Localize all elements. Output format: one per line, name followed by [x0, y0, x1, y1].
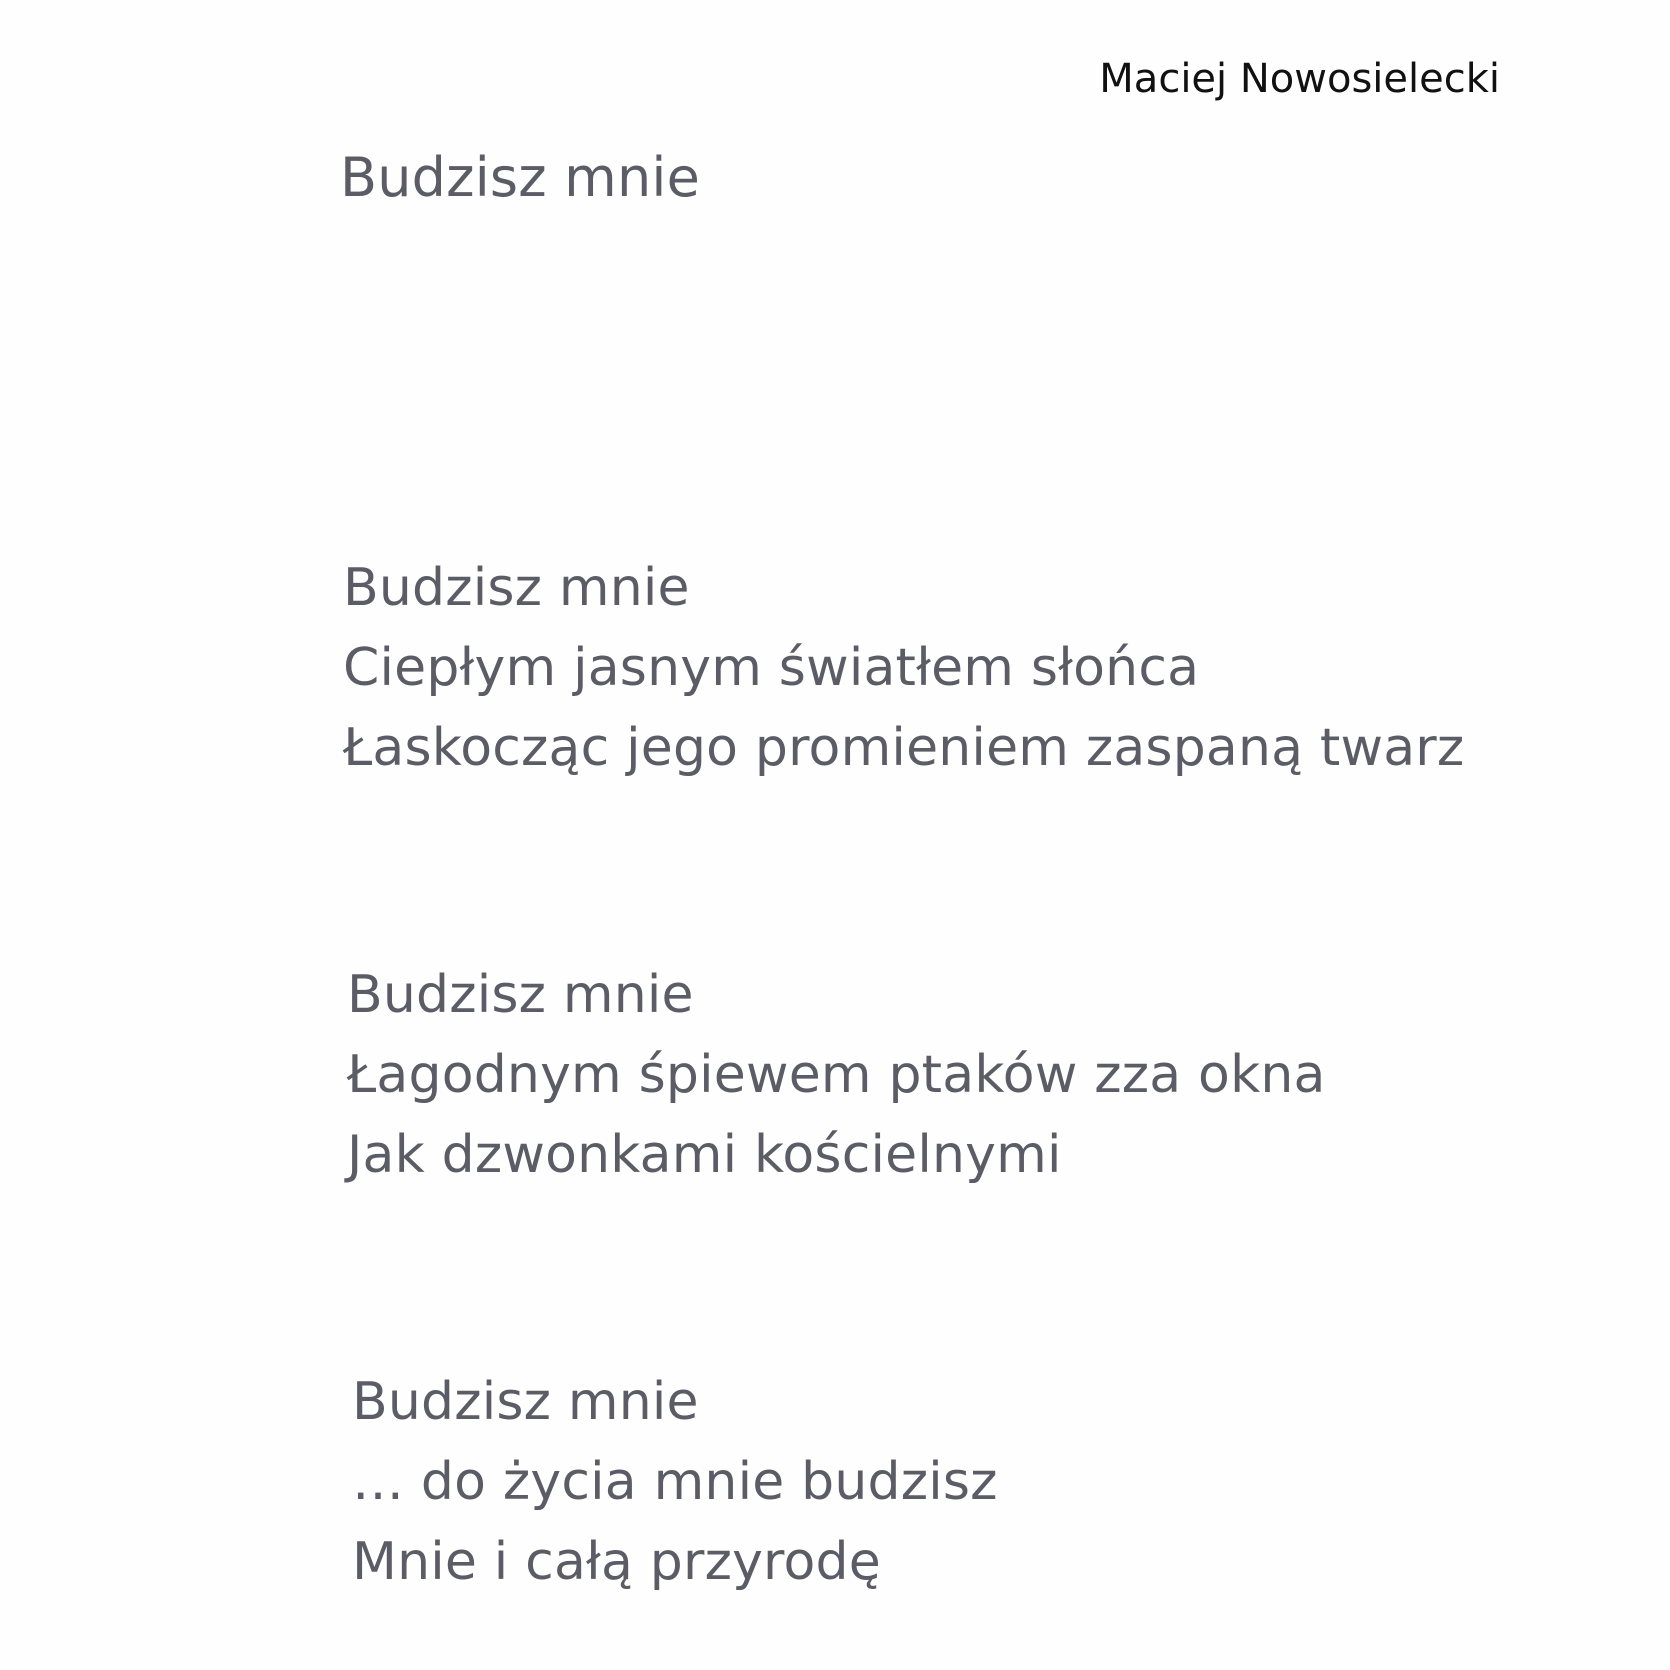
stanza-line: Łaskocząc jego promieniem zaspaną twarz	[343, 718, 1465, 778]
stanza-line: Ciepłym jasnym światłem słońca	[343, 638, 1200, 698]
stanza-line: Budzisz mnie	[352, 1372, 699, 1432]
stanza-line: Budzisz mnie	[347, 965, 694, 1025]
stanza-1	[343, 548, 1464, 788]
stanza-line: Budzisz mnie	[343, 558, 690, 618]
stanza-3	[352, 1362, 998, 1602]
stanza-line: … do życia mnie budzisz	[352, 1452, 998, 1512]
poem-title: Budzisz mnie	[340, 146, 700, 209]
stanza-line: Jak dzwonkami kościelnymi	[347, 1125, 1062, 1185]
stanza-2	[347, 955, 1326, 1195]
stanza-line: Mnie i całą przyrodę	[352, 1532, 881, 1592]
stanza-line: Łagodnym śpiewem ptaków zza okna	[347, 1045, 1326, 1105]
author-name: Maciej Nowosielecki	[1099, 56, 1500, 102]
